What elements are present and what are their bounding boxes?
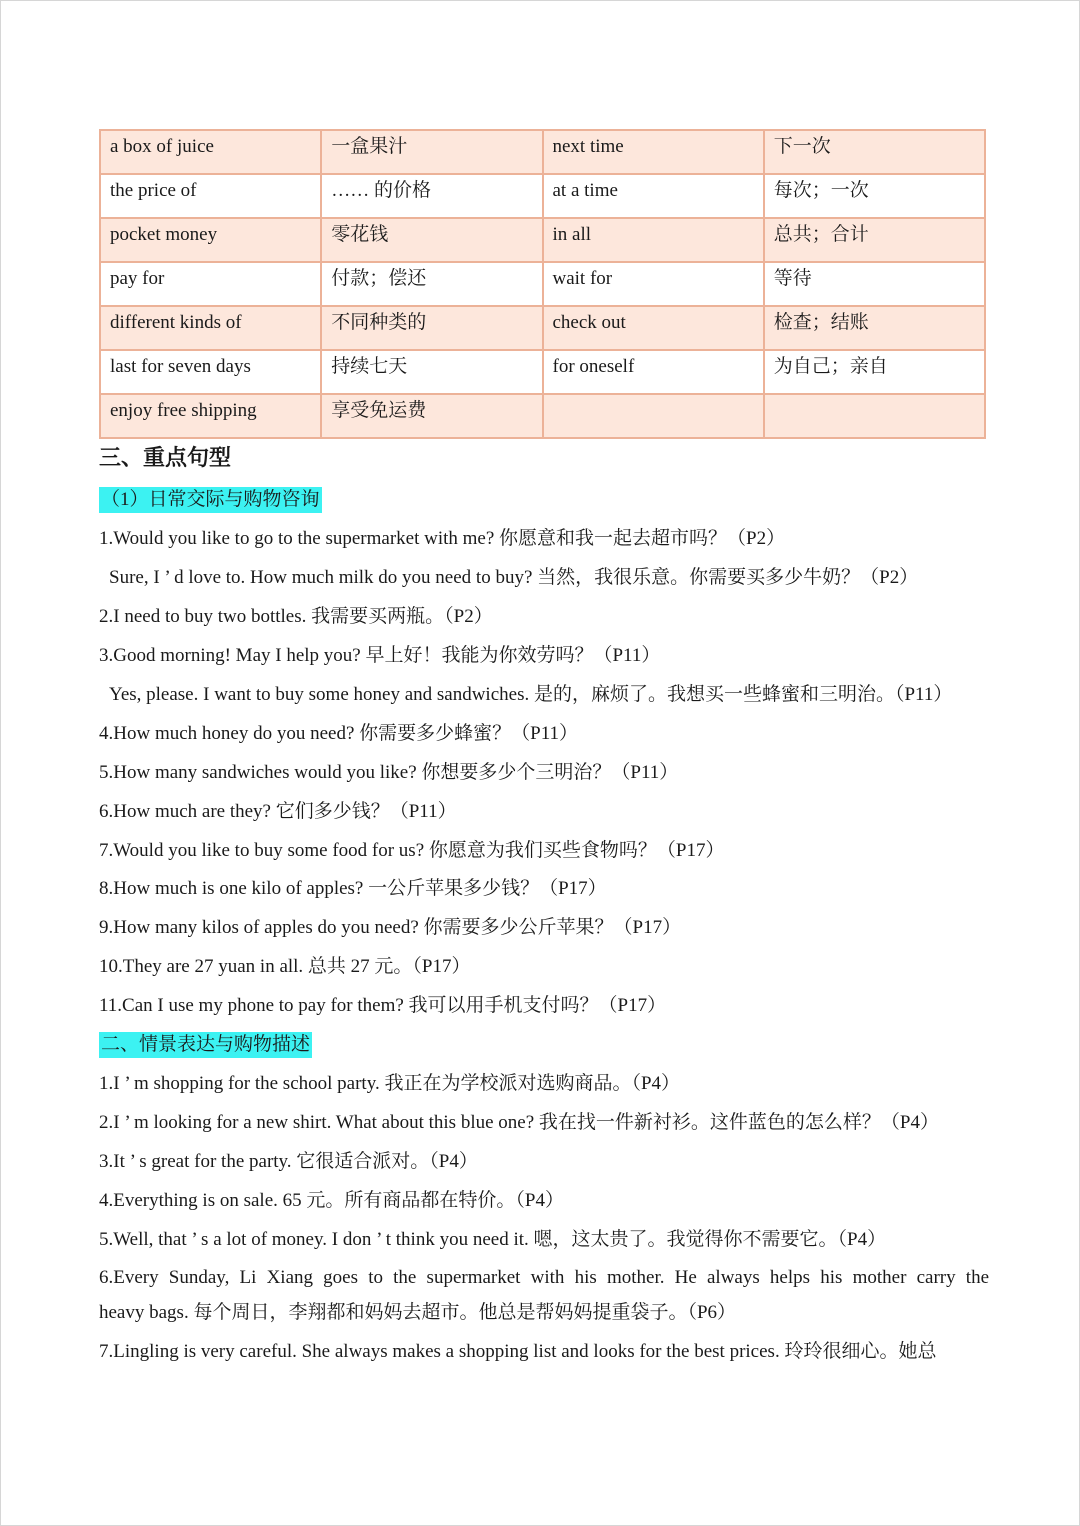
sentence-line: 9.How many kilos of apples do you need? 你需要多少公斤苹果？（P17） — [99, 917, 682, 938]
sentence-line: 2.I need to buy two bottles. 我需要买两瓶。（P2） — [99, 606, 493, 627]
section-title: 三、重点句型 — [99, 446, 232, 471]
sentence-line: 1.Would you like to go to the supermarket with me? 你愿意和我一起去超市吗？（P2） — [99, 528, 786, 549]
table-cell: last for seven days — [100, 350, 321, 394]
table-cell: …… 的价格 — [321, 174, 542, 218]
table-cell: 检查；结账 — [764, 306, 985, 350]
table-cell: wait for — [543, 262, 764, 306]
part2-heading: 二、情景表达与购物描述 — [99, 1032, 312, 1058]
sentence-line: 6.Every Sunday, Li Xiang goes to the supermarket with his mother. He always helps his mother carry the — [99, 1267, 989, 1288]
part1-heading: （1）日常交际与购物咨询 — [99, 487, 322, 513]
table-cell: next time — [543, 130, 764, 174]
sentence-line: 5.Well, that ’ s a lot of money. I don ’ t think you need it. 嗯，这太贵了。我觉得你不需要它。（P4） — [99, 1229, 887, 1250]
sentence-line: 7.Would you like to buy some food for us? 你愿意为我们买些食物吗？（P17） — [99, 840, 725, 861]
sentence-line: 2.I ’ m looking for a new shirt. What about this blue one? 我在找一件新衬衫。这件蓝色的怎么样？（P4） — [99, 1112, 939, 1133]
table-cell — [543, 394, 764, 438]
table-row — [100, 218, 985, 262]
table-cell: in all — [543, 218, 764, 262]
sentence-line: 8.How much is one kilo of apples? 一公斤苹果多少钱？（P17） — [99, 878, 607, 899]
table-cell: 总共；合计 — [764, 218, 985, 262]
table-row — [100, 306, 985, 350]
sentence-line: heavy bags. 每个周日，李翔都和妈妈去超市。他总是帮妈妈提重袋子。（P6） — [99, 1302, 737, 1323]
table-cell: at a time — [543, 174, 764, 218]
sentence-line: 3.It ’ s great for the party. 它很适合派对。（P4） — [99, 1151, 478, 1172]
sentence-line: 4.Everything is on sale. 65 元。所有商品都在特价。（P4） — [99, 1190, 564, 1211]
table-cell: 不同种类的 — [321, 306, 542, 350]
table-row — [100, 262, 985, 306]
table-cell: a box of juice — [100, 130, 321, 174]
table-row — [100, 394, 985, 438]
table-cell: 持续七天 — [321, 350, 542, 394]
sentence-line: 11.Can I use my phone to pay for them? 我可以用手机支付吗？（P17） — [99, 995, 667, 1016]
vocabulary-table — [99, 129, 986, 439]
sentence-line: 3.Good morning! May I help you? 早上好！我能为你效劳吗？（P11） — [99, 645, 661, 666]
sentence-line: Yes, please. I want to buy some honey and sandwiches. 是的，麻烦了。我想买一些蜂蜜和三明治。（P11） — [109, 684, 953, 705]
sentence-line: 7.Lingling is very careful. She always makes a shopping list and looks for the best prices. 玲玲很细心。她总 — [99, 1341, 937, 1362]
table-cell: different kinds of — [100, 306, 321, 350]
vocabulary-table-body — [100, 130, 985, 438]
table-cell: for oneself — [543, 350, 764, 394]
table-cell: pay for — [100, 262, 321, 306]
table-cell: 付款；偿还 — [321, 262, 542, 306]
table-row — [100, 350, 985, 394]
sentence-line: 1.I ’ m shopping for the school party. 我正在为学校派对选购商品。（P4） — [99, 1073, 681, 1094]
table-cell: 每次；一次 — [764, 174, 985, 218]
sentence-line: 5.How many sandwiches would you like? 你想要多少个三明治？（P11） — [99, 762, 679, 783]
sentence-line: 4.How much honey do you need? 你需要多少蜂蜜？（P11） — [99, 723, 578, 744]
table-cell: 等待 — [764, 262, 985, 306]
table-row — [100, 130, 985, 174]
table-cell: 零花钱 — [321, 218, 542, 262]
table-cell: 享受免运费 — [321, 394, 542, 438]
table-cell: enjoy free shipping — [100, 394, 321, 438]
table-cell: the price of — [100, 174, 321, 218]
sentence-line: Sure, I ’ d love to. How much milk do you need to buy? 当然，我很乐意。你需要买多少牛奶？（P2） — [109, 567, 919, 588]
table-cell: pocket money — [100, 218, 321, 262]
table-row — [100, 174, 985, 218]
table-cell: 一盒果汁 — [321, 130, 542, 174]
table-cell: 下一次 — [764, 130, 985, 174]
sentence-line: 10.They are 27 yuan in all. 总共 27 元。（P17） — [99, 956, 471, 977]
table-cell: check out — [543, 306, 764, 350]
sentence-line: 6.How much are they? 它们多少钱？（P11） — [99, 801, 457, 822]
table-cell — [764, 394, 985, 438]
table-cell: 为自己；亲自 — [764, 350, 985, 394]
